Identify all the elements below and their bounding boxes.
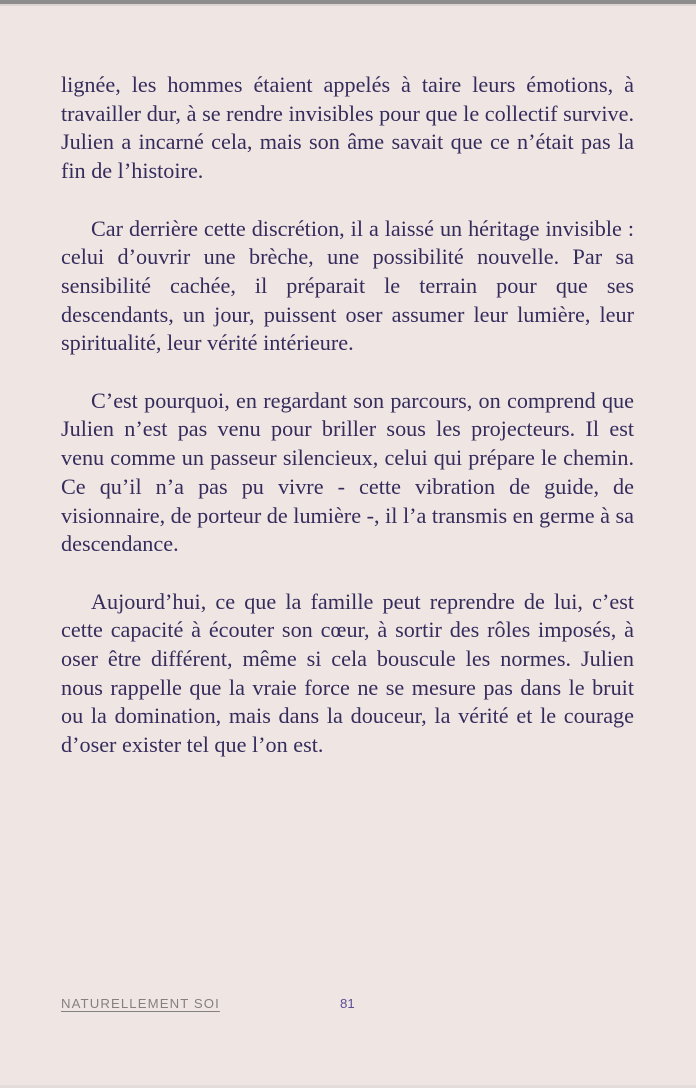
- paragraph-4: Aujourd’hui, ce que la famille peut reprendre de lui, c’est cette capacité à écouter son cœur, à sortir des rôles imposés, à oser être différent, même si cela bouscule les normes. Julien nous rappelle que la vraie force ne se mesure pas dans le bruit ou la domination, mais dans la douceur, la vérité et le courage d’oser exister tel que l’on est.: [61, 588, 634, 758]
- paragraph-1: lignée, les hommes étaient appelés à taire leurs émotions, à travailler dur, à se rendre invisibles pour que le collectif survive. Julien a incarné cela, mais son âme savait que ce n’était pas la fin de l’histoire.: [61, 72, 634, 184]
- top-bar-shadow: [0, 4, 696, 6]
- page-text-body: [61, 71, 634, 789]
- paragraph-2: Car derrière cette discrétion, il a laissé un héritage invisible : celui d’ouvrir une brèche, une possibilité nouvelle. Par sa sensibilité cachée, il préparait le terrain pour que ses descendants, un jour, puissent oser assumer leur lumière, leur spiritualité, leur vérité intérieure.: [61, 215, 634, 356]
- page-footer: [61, 996, 634, 1016]
- page-number: 81: [340, 996, 355, 1011]
- paragraph-3: C’est pourquoi, en regardant son parcours, on comprend que Julien n’est pas venu pour briller sous les projecteurs. Il est venu comme un passeur silencieux, celui qui prépare le chemin. Ce qu’il n’a pas pu vivre - cette vibration de guide, de visionnaire, de porteur de lumière -, il l’a transmis en germe à sa descendance.: [61, 387, 634, 557]
- book-title-link[interactable]: NATURELLEMENT SOI: [61, 996, 220, 1011]
